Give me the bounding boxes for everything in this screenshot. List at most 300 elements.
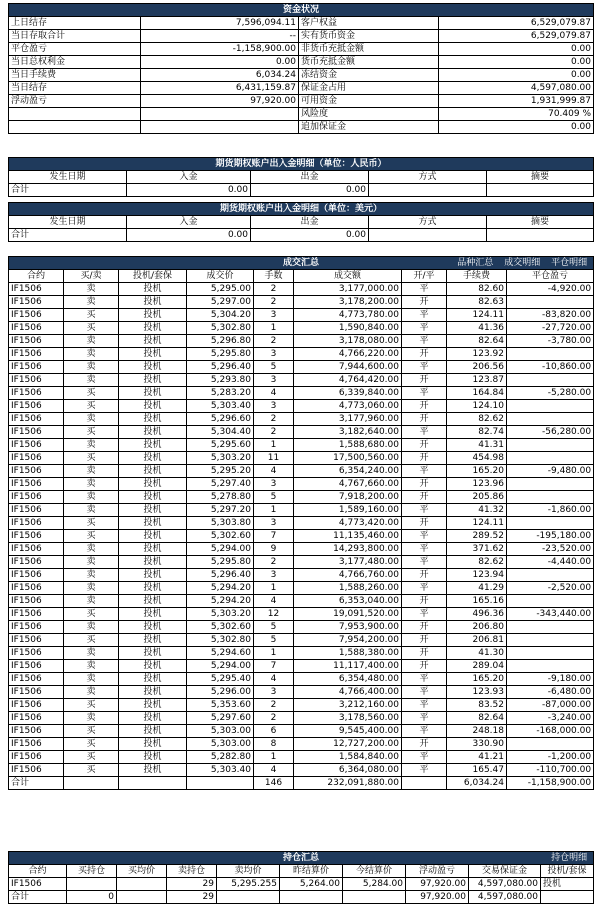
trade-close-pnl: -5,280.00 xyxy=(507,387,594,400)
total-sell-qty: 29 xyxy=(167,891,217,904)
funds-table xyxy=(8,3,594,134)
cny-table xyxy=(8,157,594,197)
trade-price: 5,303.00 xyxy=(187,725,254,738)
trade-amount: 12,727,200.00 xyxy=(294,738,402,751)
trade-amount: 6,364,080.00 xyxy=(294,764,402,777)
trade-row xyxy=(9,413,594,426)
trade-lots: 1 xyxy=(254,751,294,764)
funds-row xyxy=(9,43,594,56)
trade-lots: 12 xyxy=(254,608,294,621)
trade-close-pnl: -1,860.00 xyxy=(507,504,594,517)
trade-amount: 11,135,460.00 xyxy=(294,530,402,543)
trade-price: 5,296.00 xyxy=(187,686,254,699)
trade-contract: IF1506 xyxy=(9,361,64,374)
trade-row xyxy=(9,608,594,621)
trade-price: 5,296.60 xyxy=(187,413,254,426)
trade-contract: IF1506 xyxy=(9,725,64,738)
trade-side: 卖 xyxy=(64,660,119,673)
funds-left-value: 97,920.00 xyxy=(141,95,299,108)
trade-row xyxy=(9,686,594,699)
trade-row xyxy=(9,595,594,608)
total-pnl: -1,158,900.00 xyxy=(507,777,594,790)
trade-contract: IF1506 xyxy=(9,400,64,413)
trade-side: 卖 xyxy=(64,595,119,608)
trade-price: 5,353.60 xyxy=(187,699,254,712)
link-position-detail[interactable]: 持仓明细 xyxy=(551,853,588,863)
funds-row xyxy=(9,108,594,121)
trade-side: 卖 xyxy=(64,712,119,725)
trade-lots: 1 xyxy=(254,322,294,335)
trade-open-close: 开 xyxy=(402,647,447,660)
trade-hedge: 投机 xyxy=(119,296,187,309)
funds-right-label: 保证金占用 xyxy=(299,82,439,95)
trade-lots: 3 xyxy=(254,348,294,361)
empty xyxy=(402,777,447,790)
trade-row xyxy=(9,439,594,452)
total-today-settle xyxy=(343,891,406,904)
trade-row xyxy=(9,699,594,712)
trade-price: 5,302.60 xyxy=(187,530,254,543)
trade-open-close: 平 xyxy=(402,543,447,556)
total-out: 0.00 xyxy=(251,229,369,242)
trade-side: 买 xyxy=(64,426,119,439)
trade-hedge: 投机 xyxy=(119,335,187,348)
trade-side: 卖 xyxy=(64,491,119,504)
trade-side: 卖 xyxy=(64,374,119,387)
trade-close-pnl: -3,240.00 xyxy=(507,712,594,725)
trade-lots: 3 xyxy=(254,478,294,491)
funds-right-value: 1,931,999.87 xyxy=(439,95,594,108)
trade-side: 卖 xyxy=(64,283,119,296)
trade-lots: 1 xyxy=(254,647,294,660)
trade-price: 5,303.40 xyxy=(187,400,254,413)
trade-row xyxy=(9,465,594,478)
total-float-pnl: 97,920.00 xyxy=(406,891,469,904)
trade-close-pnl xyxy=(507,595,594,608)
trade-side: 卖 xyxy=(64,582,119,595)
trade-lots: 3 xyxy=(254,400,294,413)
trade-fee: 123.93 xyxy=(447,686,507,699)
funds-row xyxy=(9,121,594,134)
trade-hedge: 投机 xyxy=(119,764,187,777)
trade-fee: 330.90 xyxy=(447,738,507,751)
trade-hedge: 投机 xyxy=(119,543,187,556)
trade-amount: 3,212,160.00 xyxy=(294,699,402,712)
funds-left-label: 平仓盈亏 xyxy=(9,43,141,56)
trade-open-close: 平 xyxy=(402,556,447,569)
funds-left-label xyxy=(9,121,141,134)
trade-price: 5,283.20 xyxy=(187,387,254,400)
trade-hedge: 投机 xyxy=(119,634,187,647)
col-method: 方式 xyxy=(369,216,487,229)
trade-price: 5,295.80 xyxy=(187,348,254,361)
trade-close-pnl xyxy=(507,439,594,452)
trade-open-close: 开 xyxy=(402,452,447,465)
trade-hedge: 投机 xyxy=(119,439,187,452)
trade-lots: 4 xyxy=(254,387,294,400)
trade-lots: 2 xyxy=(254,283,294,296)
trade-row xyxy=(9,374,594,387)
trade-row xyxy=(9,530,594,543)
col-prev-settle: 昨结算价 xyxy=(280,865,343,878)
trade-hedge: 投机 xyxy=(119,608,187,621)
funds-left-value: 0.00 xyxy=(141,56,299,69)
trade-lots: 4 xyxy=(254,465,294,478)
total-fee: 6,034.24 xyxy=(447,777,507,790)
trades-title: 成交汇总 xyxy=(283,258,320,268)
trade-side: 卖 xyxy=(64,348,119,361)
trade-hedge: 投机 xyxy=(119,556,187,569)
funds-row xyxy=(9,30,594,43)
funds-right-value: 70.409 % xyxy=(439,108,594,121)
trade-side: 买 xyxy=(64,751,119,764)
trade-lots: 5 xyxy=(254,491,294,504)
trade-open-close: 平 xyxy=(402,751,447,764)
trade-close-pnl: -9,480.00 xyxy=(507,465,594,478)
trade-contract: IF1506 xyxy=(9,699,64,712)
funds-right-value: 6,529,079.87 xyxy=(439,30,594,43)
trade-lots: 4 xyxy=(254,595,294,608)
trade-amount: 6,353,040.00 xyxy=(294,595,402,608)
trade-amount: 4,764,420.00 xyxy=(294,374,402,387)
trade-side: 卖 xyxy=(64,686,119,699)
funds-right-label: 风险度 xyxy=(299,108,439,121)
trade-lots: 5 xyxy=(254,621,294,634)
funds-row xyxy=(9,17,594,30)
total-sell-avg xyxy=(217,891,280,904)
funds-left-value xyxy=(141,121,299,134)
trade-amount: 6,354,240.00 xyxy=(294,465,402,478)
trade-price: 5,297.20 xyxy=(187,504,254,517)
trade-amount: 3,178,200.00 xyxy=(294,296,402,309)
trade-fee: 123.96 xyxy=(447,478,507,491)
trade-side: 卖 xyxy=(64,413,119,426)
trade-open-close: 开 xyxy=(402,296,447,309)
trade-lots: 3 xyxy=(254,686,294,699)
trade-lots: 1 xyxy=(254,439,294,452)
trade-row xyxy=(9,283,594,296)
trade-side: 卖 xyxy=(64,504,119,517)
col-summary: 摘要 xyxy=(487,171,594,184)
trade-row xyxy=(9,309,594,322)
funds-title: 资金状况 xyxy=(9,4,594,17)
funds-row xyxy=(9,56,594,69)
trade-lots: 3 xyxy=(254,517,294,530)
trade-fee: 164.84 xyxy=(447,387,507,400)
trade-close-pnl xyxy=(507,413,594,426)
trade-row xyxy=(9,361,594,374)
trade-lots: 4 xyxy=(254,673,294,686)
trade-fee: 454.98 xyxy=(447,452,507,465)
trade-price: 5,295.40 xyxy=(187,673,254,686)
trade-price: 5,303.40 xyxy=(187,764,254,777)
trade-hedge: 投机 xyxy=(119,478,187,491)
trade-open-close: 平 xyxy=(402,725,447,738)
total-label: 合计 xyxy=(9,184,127,197)
trade-lots: 1 xyxy=(254,504,294,517)
trade-row xyxy=(9,660,594,673)
trade-open-close: 平 xyxy=(402,582,447,595)
total-label: 合计 xyxy=(9,229,127,242)
trade-lots: 5 xyxy=(254,634,294,647)
trade-side: 买 xyxy=(64,400,119,413)
trade-close-pnl xyxy=(507,478,594,491)
trade-fee: 165.20 xyxy=(447,465,507,478)
trade-close-pnl xyxy=(507,738,594,751)
trade-open-close: 平 xyxy=(402,335,447,348)
trade-hedge: 投机 xyxy=(119,686,187,699)
trade-contract: IF1506 xyxy=(9,634,64,647)
position-margin: 4,597,080.00 xyxy=(469,878,541,891)
trade-price: 5,295.00 xyxy=(187,283,254,296)
trades-header-row xyxy=(9,270,594,283)
trade-contract: IF1506 xyxy=(9,335,64,348)
trade-close-pnl xyxy=(507,660,594,673)
trade-price: 5,303.20 xyxy=(187,452,254,465)
trade-open-close: 平 xyxy=(402,764,447,777)
trade-fee: 496.36 xyxy=(447,608,507,621)
empty xyxy=(64,777,119,790)
trade-amount: 3,178,560.00 xyxy=(294,712,402,725)
trade-contract: IF1506 xyxy=(9,504,64,517)
trade-hedge: 投机 xyxy=(119,361,187,374)
trade-open-close: 开 xyxy=(402,738,447,751)
trade-side: 卖 xyxy=(64,647,119,660)
funds-right-label: 冻结资金 xyxy=(299,69,439,82)
trade-contract: IF1506 xyxy=(9,556,64,569)
trade-hedge: 投机 xyxy=(119,595,187,608)
col-in: 入金 xyxy=(127,216,251,229)
trade-amount: 3,178,080.00 xyxy=(294,335,402,348)
trade-amount: 1,588,380.00 xyxy=(294,647,402,660)
funds-left-value: 6,431,159.87 xyxy=(141,82,299,95)
funds-right-value: 0.00 xyxy=(439,43,594,56)
trade-hedge: 投机 xyxy=(119,738,187,751)
trade-close-pnl: -1,200.00 xyxy=(507,751,594,764)
col-contract: 合约 xyxy=(9,270,64,283)
trade-price: 5,302.80 xyxy=(187,634,254,647)
trade-hedge: 投机 xyxy=(119,569,187,582)
trade-contract: IF1506 xyxy=(9,322,64,335)
funds-right-label: 追加保证金 xyxy=(299,121,439,134)
positions-total-row xyxy=(9,891,594,904)
total-label: 合计 xyxy=(9,777,64,790)
trade-row xyxy=(9,621,594,634)
trade-hedge: 投机 xyxy=(119,322,187,335)
trade-row xyxy=(9,335,594,348)
trade-price: 5,282.80 xyxy=(187,751,254,764)
trade-row xyxy=(9,296,594,309)
trade-amount: 7,918,200.00 xyxy=(294,491,402,504)
trade-open-close: 开 xyxy=(402,400,447,413)
trade-hedge: 投机 xyxy=(119,413,187,426)
funds-left-value: -1,158,900.00 xyxy=(141,43,299,56)
trade-fee: 123.87 xyxy=(447,374,507,387)
trade-contract: IF1506 xyxy=(9,452,64,465)
trade-close-pnl: -4,440.00 xyxy=(507,556,594,569)
trade-amount: 3,177,000.00 xyxy=(294,283,402,296)
trade-fee: 41.36 xyxy=(447,322,507,335)
trade-fee: 41.32 xyxy=(447,504,507,517)
trade-lots: 8 xyxy=(254,738,294,751)
trade-side: 买 xyxy=(64,322,119,335)
trade-row xyxy=(9,556,594,569)
trade-amount: 4,766,400.00 xyxy=(294,686,402,699)
trade-row xyxy=(9,543,594,556)
funds-right-value: 4,597,080.00 xyxy=(439,82,594,95)
trade-fee: 206.81 xyxy=(447,634,507,647)
trade-amount: 1,584,840.00 xyxy=(294,751,402,764)
trade-hedge: 投机 xyxy=(119,491,187,504)
link-trade-detail[interactable]: 成交明细 xyxy=(504,258,541,268)
trade-hedge: 投机 xyxy=(119,725,187,738)
trade-contract: IF1506 xyxy=(9,374,64,387)
trade-side: 卖 xyxy=(64,478,119,491)
trade-hedge: 投机 xyxy=(119,309,187,322)
link-close-detail[interactable]: 平仓明细 xyxy=(551,258,588,268)
funds-right-label: 实有货币资金 xyxy=(299,30,439,43)
trade-contract: IF1506 xyxy=(9,543,64,556)
trade-hedge: 投机 xyxy=(119,699,187,712)
trade-open-close: 平 xyxy=(402,530,447,543)
funds-right-value: 6,529,079.87 xyxy=(439,17,594,30)
funds-left-label: 上日结存 xyxy=(9,17,141,30)
position-today-settle: 5,284.00 xyxy=(343,878,406,891)
trade-fee: 371.62 xyxy=(447,543,507,556)
col-out: 出金 xyxy=(251,171,369,184)
trade-contract: IF1506 xyxy=(9,621,64,634)
trade-close-pnl: -343,440.00 xyxy=(507,608,594,621)
trade-hedge: 投机 xyxy=(119,621,187,634)
trade-price: 5,296.80 xyxy=(187,335,254,348)
trade-open-close: 平 xyxy=(402,361,447,374)
link-product-summary[interactable]: 品种汇总 xyxy=(457,258,494,268)
trade-price: 5,297.60 xyxy=(187,712,254,725)
position-row xyxy=(9,878,594,891)
trade-fee: 248.18 xyxy=(447,725,507,738)
trade-lots: 11 xyxy=(254,452,294,465)
trade-row xyxy=(9,517,594,530)
trade-side: 卖 xyxy=(64,439,119,452)
trade-fee: 165.47 xyxy=(447,764,507,777)
trade-fee: 206.56 xyxy=(447,361,507,374)
total-buy-qty: 0 xyxy=(67,891,117,904)
trade-lots: 2 xyxy=(254,296,294,309)
empty xyxy=(119,777,187,790)
trade-contract: IF1506 xyxy=(9,491,64,504)
trade-side: 买 xyxy=(64,764,119,777)
trade-close-pnl xyxy=(507,621,594,634)
trade-contract: IF1506 xyxy=(9,387,64,400)
trade-fee: 82.64 xyxy=(447,335,507,348)
trade-close-pnl: -2,520.00 xyxy=(507,582,594,595)
position-buy-qty xyxy=(67,878,117,891)
trade-fee: 82.63 xyxy=(447,296,507,309)
trade-open-close: 平 xyxy=(402,426,447,439)
trade-price: 5,296.40 xyxy=(187,569,254,582)
col-hedge: 投机/套保 xyxy=(119,270,187,283)
trade-lots: 3 xyxy=(254,309,294,322)
trade-close-pnl: -9,180.00 xyxy=(507,673,594,686)
col-buy-qty: 买持仓 xyxy=(67,865,117,878)
trade-price: 5,304.20 xyxy=(187,309,254,322)
total-in: 0.00 xyxy=(127,229,251,242)
funds-left-label xyxy=(9,108,141,121)
trade-amount: 1,589,160.00 xyxy=(294,504,402,517)
col-close-pnl: 平仓盈亏 xyxy=(507,270,594,283)
trade-row xyxy=(9,647,594,660)
positions-table xyxy=(8,851,594,904)
trade-price: 5,293.80 xyxy=(187,374,254,387)
trade-amount: 1,588,680.00 xyxy=(294,439,402,452)
trade-row xyxy=(9,725,594,738)
trade-close-pnl: -83,820.00 xyxy=(507,309,594,322)
trade-close-pnl xyxy=(507,452,594,465)
col-today-settle: 今结算价 xyxy=(343,865,406,878)
trade-hedge: 投机 xyxy=(119,673,187,686)
trade-hedge: 投机 xyxy=(119,751,187,764)
trade-amount: 7,944,600.00 xyxy=(294,361,402,374)
total-amount: 232,091,880.00 xyxy=(294,777,402,790)
funds-left-value: -- xyxy=(141,30,299,43)
trade-fee: 124.10 xyxy=(447,400,507,413)
trade-contract: IF1506 xyxy=(9,764,64,777)
trade-row xyxy=(9,387,594,400)
trade-amount: 3,177,960.00 xyxy=(294,413,402,426)
trade-lots: 5 xyxy=(254,361,294,374)
trade-close-pnl xyxy=(507,296,594,309)
trade-contract: IF1506 xyxy=(9,647,64,660)
trade-open-close: 平 xyxy=(402,465,447,478)
position-float-pnl: 97,920.00 xyxy=(406,878,469,891)
col-in: 入金 xyxy=(127,171,251,184)
trade-amount: 3,182,640.00 xyxy=(294,426,402,439)
trade-lots: 2 xyxy=(254,712,294,725)
trade-lots: 2 xyxy=(254,699,294,712)
trade-price: 5,294.60 xyxy=(187,647,254,660)
total-hedge xyxy=(541,891,594,904)
col-amount: 成交额 xyxy=(294,270,402,283)
col-summary: 摘要 xyxy=(487,216,594,229)
trade-open-close: 开 xyxy=(402,517,447,530)
trade-side: 买 xyxy=(64,517,119,530)
col-price: 成交价 xyxy=(187,270,254,283)
trade-hedge: 投机 xyxy=(119,465,187,478)
total-lots: 146 xyxy=(254,777,294,790)
trade-hedge: 投机 xyxy=(119,530,187,543)
trade-fee: 41.30 xyxy=(447,647,507,660)
trade-hedge: 投机 xyxy=(119,517,187,530)
trade-hedge: 投机 xyxy=(119,400,187,413)
trade-contract: IF1506 xyxy=(9,751,64,764)
trade-hedge: 投机 xyxy=(119,712,187,725)
trade-fee: 82.62 xyxy=(447,413,507,426)
trade-hedge: 投机 xyxy=(119,387,187,400)
trade-fee: 124.11 xyxy=(447,309,507,322)
trade-contract: IF1506 xyxy=(9,712,64,725)
trade-contract: IF1506 xyxy=(9,686,64,699)
trade-fee: 124.11 xyxy=(447,517,507,530)
trade-lots: 7 xyxy=(254,660,294,673)
trade-contract: IF1506 xyxy=(9,348,64,361)
trade-amount: 4,773,420.00 xyxy=(294,517,402,530)
trade-price: 5,294.00 xyxy=(187,660,254,673)
col-hedge: 投机/套保 xyxy=(541,865,594,878)
trade-open-close: 开 xyxy=(402,491,447,504)
trade-amount: 7,954,200.00 xyxy=(294,634,402,647)
position-hedge: 投机 xyxy=(541,878,594,891)
trade-close-pnl xyxy=(507,517,594,530)
